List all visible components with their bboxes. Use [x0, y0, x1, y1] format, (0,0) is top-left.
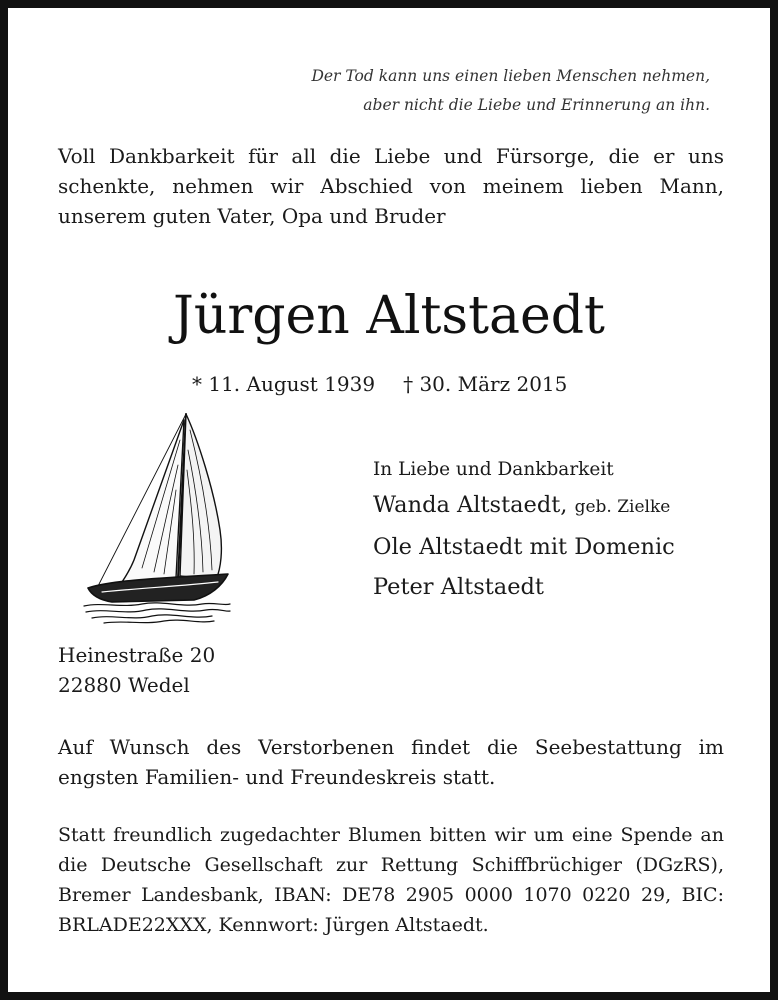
family-member-3: Peter Altstaedt [373, 574, 544, 600]
quote-line-1: Der Tod kann uns einen lieben Menschen nehmen, [311, 67, 710, 85]
family-member-2: Ole Altstaedt mit Domenic [373, 534, 675, 560]
death-date: † 30. März 2015 [403, 372, 568, 396]
donation-note: Statt freundlich zugedachter Blumen bitten wir um eine Spende an die Deutsche Gesellschaft zur Rettung Schiffbrüchiger (DGzRS), Bremer Landesbank, IBAN: DE78 2905 0000 1070 0220 29, BIC: BRLADE22XXX, Kennwort: Jürgen Altstaedt. [58, 824, 724, 936]
address-street: Heinestraße 20 [58, 643, 216, 667]
intro-text: Voll Dankbarkeit für all die Liebe und Fürsorge, die er uns schenkte, nehmen wir Abschied von meinem lieben Mann, unserem guten Vater, Opa und Bruder [58, 144, 724, 228]
family-member-1-name: Wanda Altstaedt, [373, 492, 568, 518]
family-member-1 [373, 485, 733, 527]
deceased-name: Jürgen Altstaedt [173, 286, 605, 346]
birth-date: * 11. August 1939 [192, 372, 376, 396]
address-city: 22880 Wedel [58, 673, 190, 697]
family-signatures [373, 455, 733, 607]
address [58, 640, 215, 700]
sailboat-icon [82, 410, 232, 626]
family-lead: In Liebe und Dankbarkeit [373, 459, 614, 480]
life-dates [192, 369, 567, 399]
family-member-1-note: geb. Zielke [574, 497, 671, 517]
memorial-quote [280, 62, 710, 120]
burial-note: Auf Wunsch des Verstorbenen findet die Seebestattung im engsten Familien- und Freundeskreis statt. [58, 735, 724, 789]
quote-line-2: aber nicht die Liebe und Erinnerung an ihn. [363, 96, 710, 114]
